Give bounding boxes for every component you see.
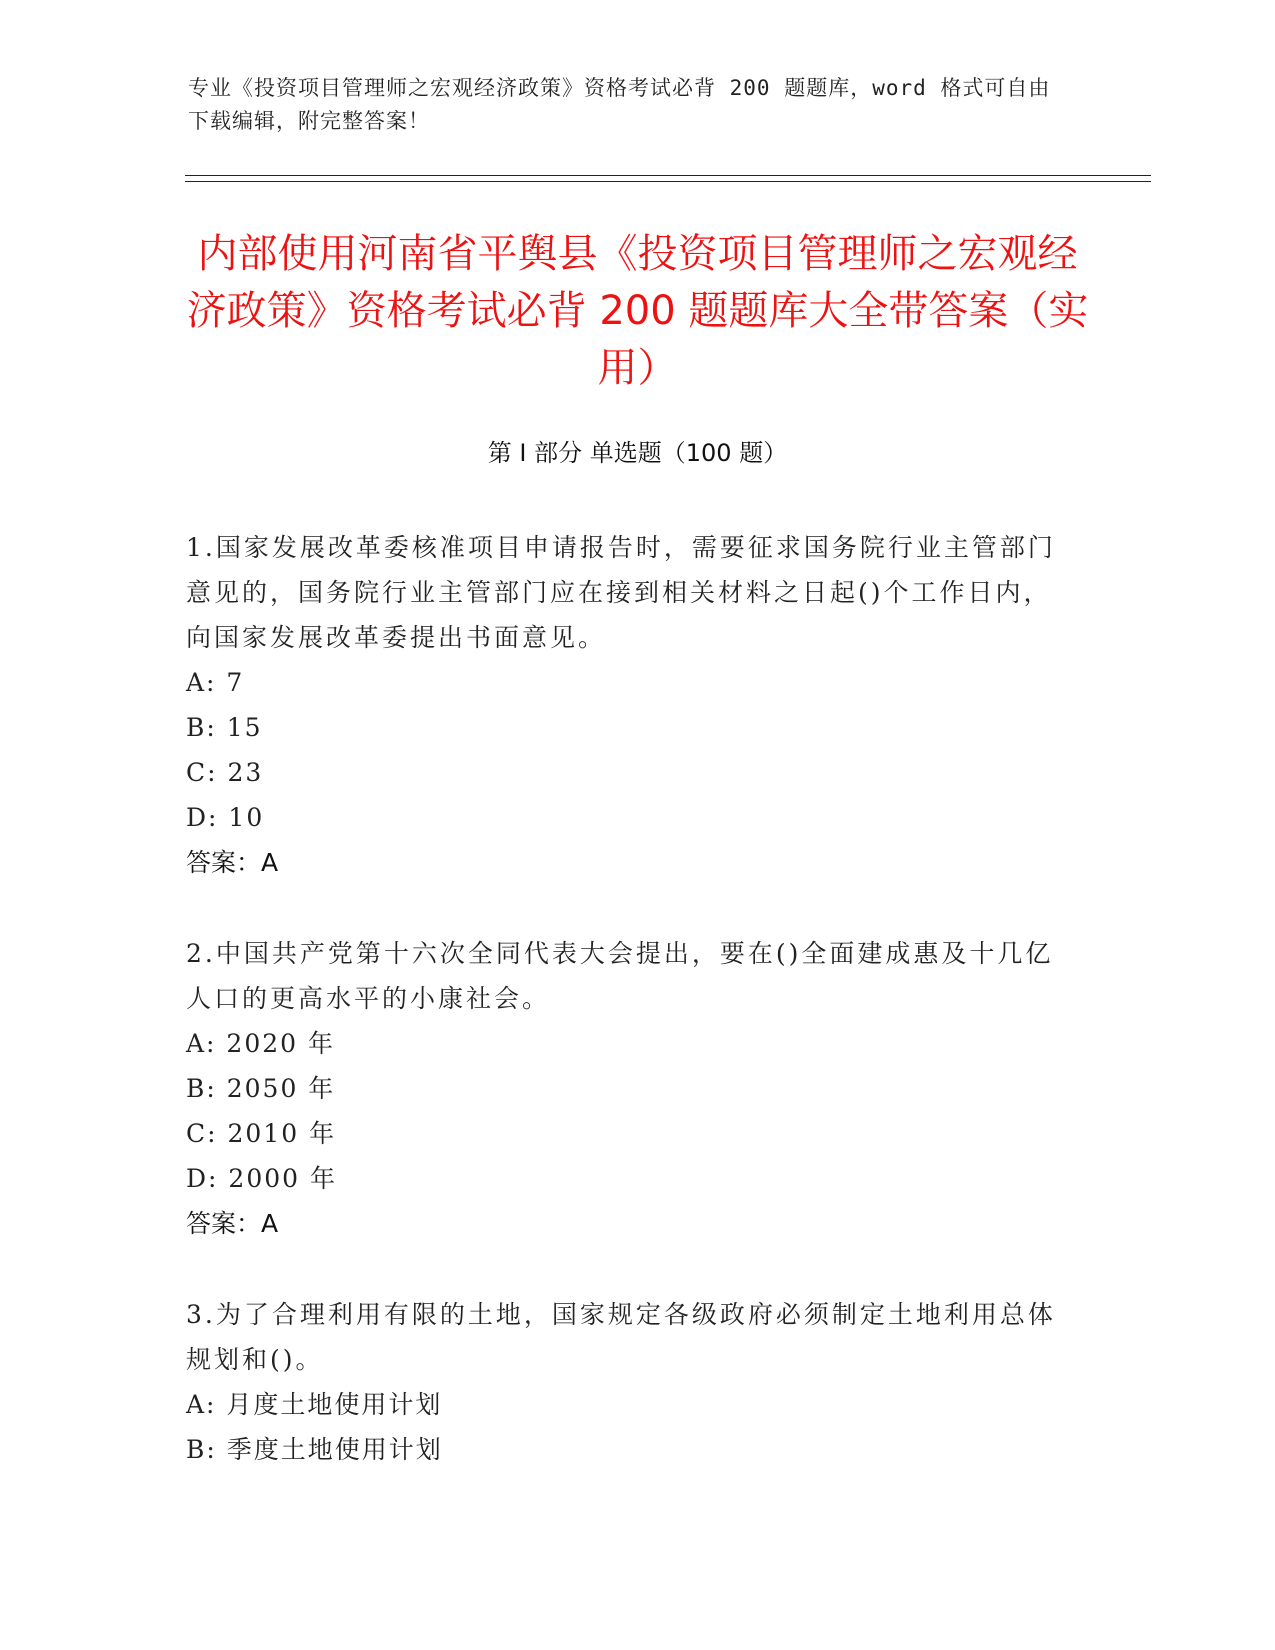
question-list [186, 525, 1066, 1518]
option-d: D: 10 [186, 803, 265, 832]
option-b: B: 季度土地使用计划 [186, 1435, 443, 1464]
option-b: B: 2050 年 [186, 1074, 336, 1103]
option-a: A: 月度土地使用计划 [186, 1390, 443, 1419]
question-text: 2.中国共产党第十六次全同代表大会提出，要在()全面建成惠及十几亿人口的更高水平的小康社会。 [186, 939, 1054, 1013]
option-c: C: 23 [186, 758, 264, 787]
question-text: 1.国家发展改革委核准项目申请报告时，需要征求国务院行业主管部门意见的，国务院行业主管部门应在接到相关材料之日起()个工作日内，向国家发展改革委提出书面意见。 [186, 533, 1056, 652]
header-divider-top [185, 175, 1151, 176]
document-title: 内部使用河南省平舆县《投资项目管理师之宏观经济政策》资格考试必背 200 题题库大全带答案（实用） [186, 231, 1089, 391]
option-a: A: 7 [186, 668, 245, 697]
section-heading: 第 I 部分 单选题（100 题） [487, 439, 788, 467]
question-2 [186, 931, 1066, 1246]
option-a: A: 2020 年 [186, 1029, 335, 1058]
option-b: B: 15 [186, 713, 263, 742]
question-1 [186, 525, 1066, 885]
option-d: D: 2000 年 [186, 1164, 337, 1193]
option-c: C: 2010 年 [186, 1119, 337, 1148]
answer: 答案：A [186, 848, 279, 877]
header-divider-bottom [185, 181, 1151, 182]
question-text: 3.为了合理利用有限的土地，国家规定各级政府必须制定土地利用总体规划和()。 [186, 1300, 1056, 1374]
question-3 [186, 1292, 1066, 1472]
answer: 答案：A [186, 1209, 279, 1238]
header-note: 专业《投资项目管理师之宏观经济政策》资格考试必背 200 题题库，word 格式可自由下载编辑，附完整答案！ [188, 76, 1051, 133]
